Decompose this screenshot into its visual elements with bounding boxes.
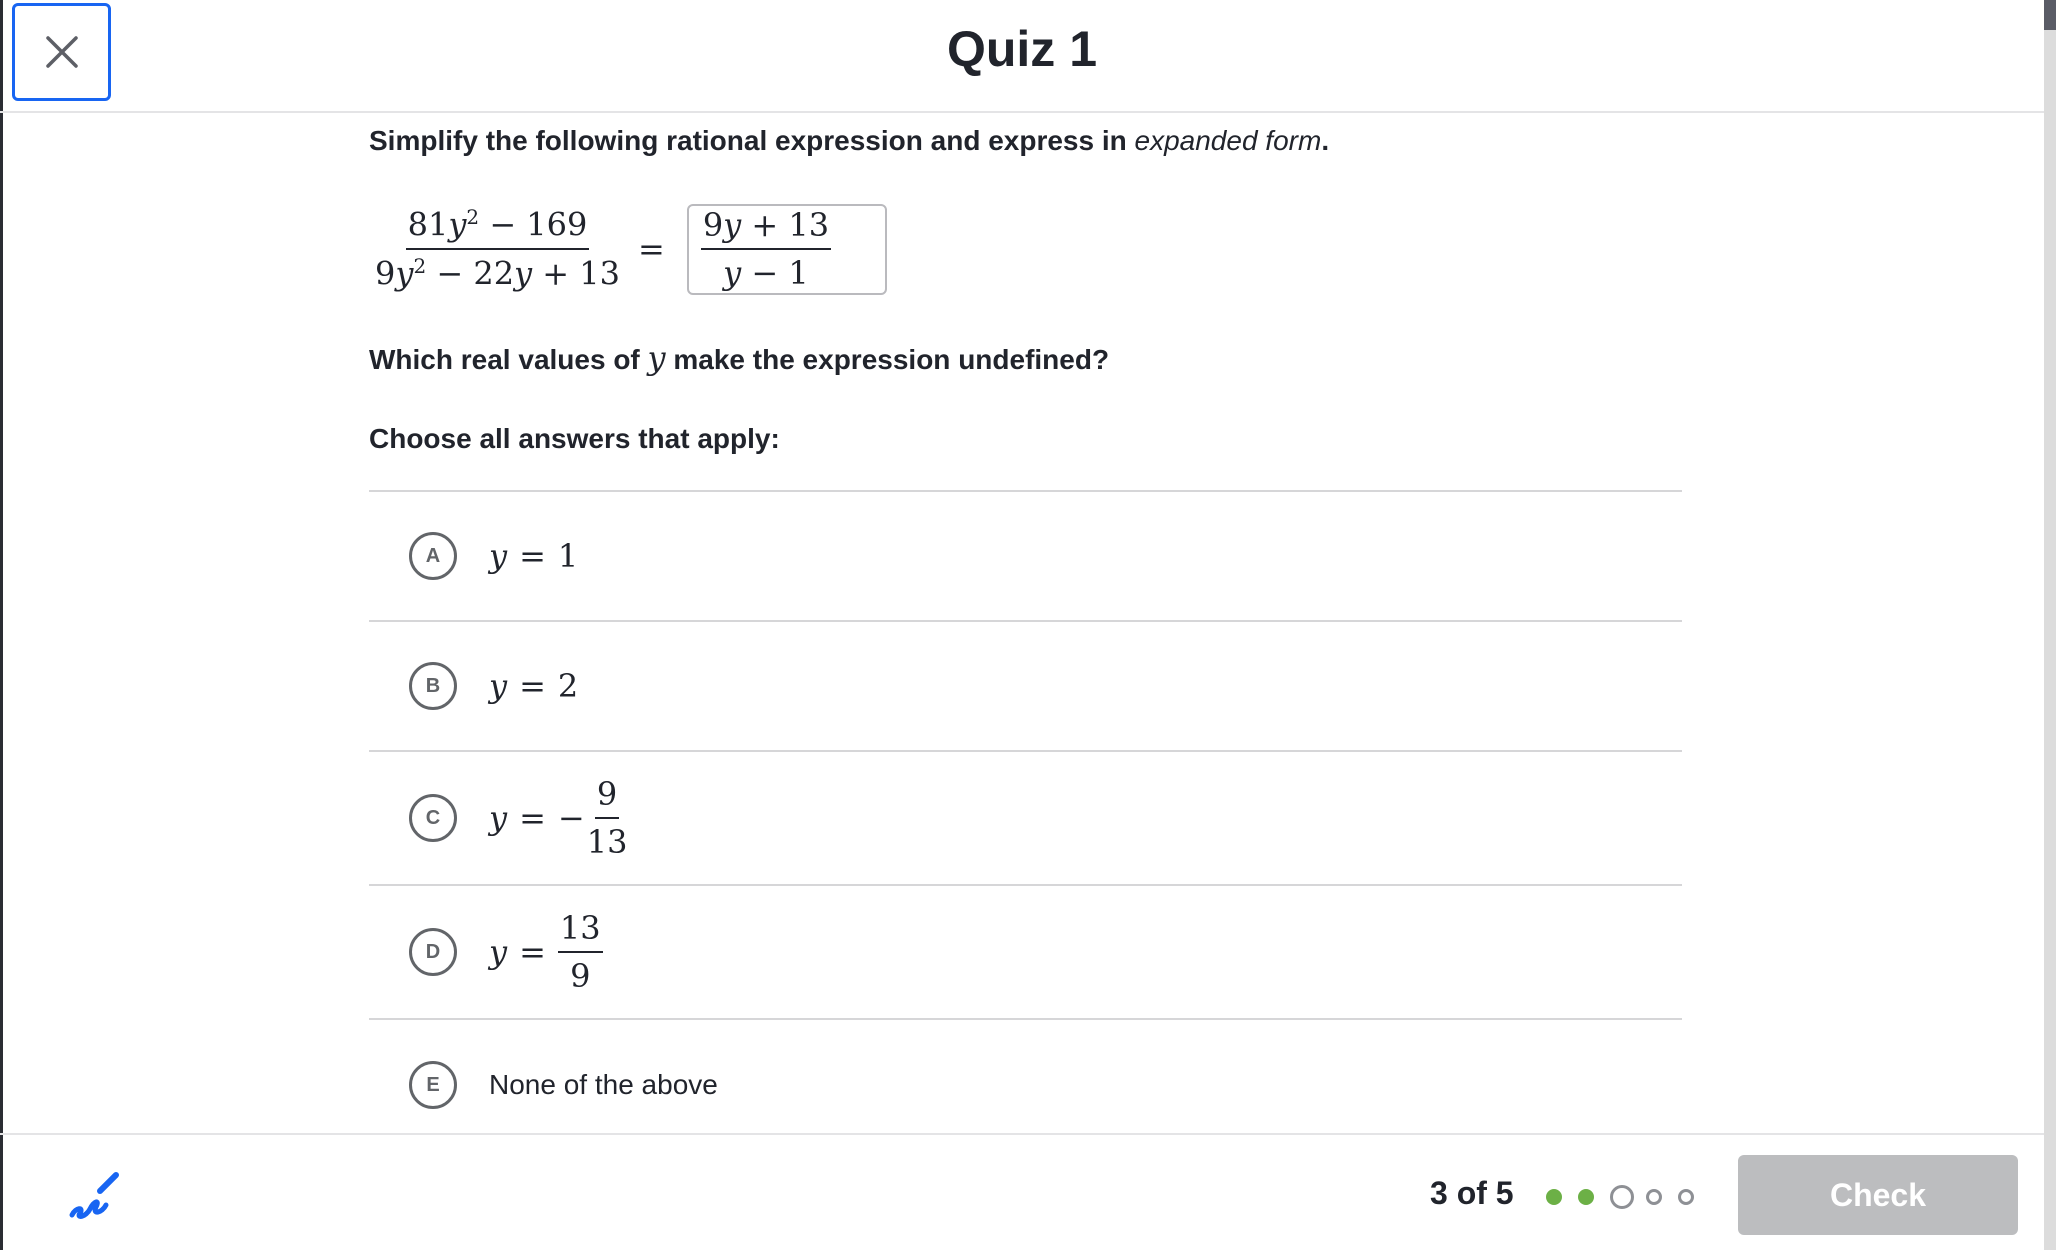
check-button[interactable]: Check	[1738, 1155, 2018, 1235]
progress-dot-2	[1578, 1189, 1594, 1205]
expression-denominator: $9y^2 - 22y + 13$	[375, 254, 620, 293]
choice-text: None of the above	[489, 1069, 718, 1100]
simplified-answer-box[interactable]	[687, 204, 887, 295]
progress-dot-4	[1646, 1189, 1662, 1205]
choice-fraction: $\frac{9}{13}$	[586, 775, 628, 861]
scrollbar-thumb[interactable]	[2044, 0, 2056, 30]
instruction-text: Choose all answers that apply:	[369, 423, 780, 454]
choice-a[interactable]	[369, 492, 1682, 622]
progress-text: 3 of 5	[1430, 1175, 1514, 1211]
scratchpad-pencil-icon	[66, 1169, 122, 1225]
progress-dot-1	[1546, 1189, 1562, 1205]
answer-denominator: y − 1	[723, 254, 809, 292]
rational-expression	[373, 201, 887, 297]
progress-dot-3	[1610, 1185, 1634, 1209]
question-prompt: Simplify the following rational expression and express in expanded form.	[369, 125, 1330, 156]
answer-numerator: 9y + 13	[701, 206, 831, 250]
expression-fraction	[373, 205, 622, 292]
choice-c[interactable]	[369, 752, 1682, 886]
choice-letter: D	[409, 928, 457, 976]
choice-b[interactable]	[369, 622, 1682, 752]
scratchpad-button[interactable]	[66, 1169, 122, 1225]
choice-letter: B	[409, 662, 457, 710]
choice-fraction: $\frac{13}{9}$	[559, 909, 601, 995]
choice-math: y = 2	[489, 667, 579, 705]
expression-numerator: $81y^2 - 169$	[406, 205, 590, 250]
progress-dots	[1546, 1185, 1710, 1209]
choice-letter: A	[409, 532, 457, 580]
prompt-emphasis: expanded form	[1134, 125, 1322, 156]
choice-e[interactable]	[369, 1020, 1682, 1150]
question-area	[369, 113, 1682, 1133]
choice-letter: E	[409, 1061, 457, 1109]
choice-d[interactable]	[369, 886, 1682, 1020]
quiz-header	[0, 0, 2044, 113]
choice-math: y = $\frac{13}{9}$	[489, 909, 601, 995]
choice-letter: C	[409, 794, 457, 842]
window-left-edge	[0, 0, 3, 1250]
answer-fraction	[701, 206, 831, 292]
progress-dot-5	[1678, 1189, 1694, 1205]
page-title: Quiz 1	[946, 21, 1098, 77]
equals-sign: =	[638, 230, 665, 268]
quiz-footer	[0, 1133, 2044, 1250]
choice-math: y = − $\frac{9}{13}$	[489, 775, 628, 861]
window-scrollbar[interactable]	[2044, 0, 2056, 1250]
sub-question: Which real values of y make the expression undefined?	[369, 339, 1110, 377]
answer-choices	[369, 490, 1682, 1150]
choice-math: y = 1	[489, 537, 579, 575]
